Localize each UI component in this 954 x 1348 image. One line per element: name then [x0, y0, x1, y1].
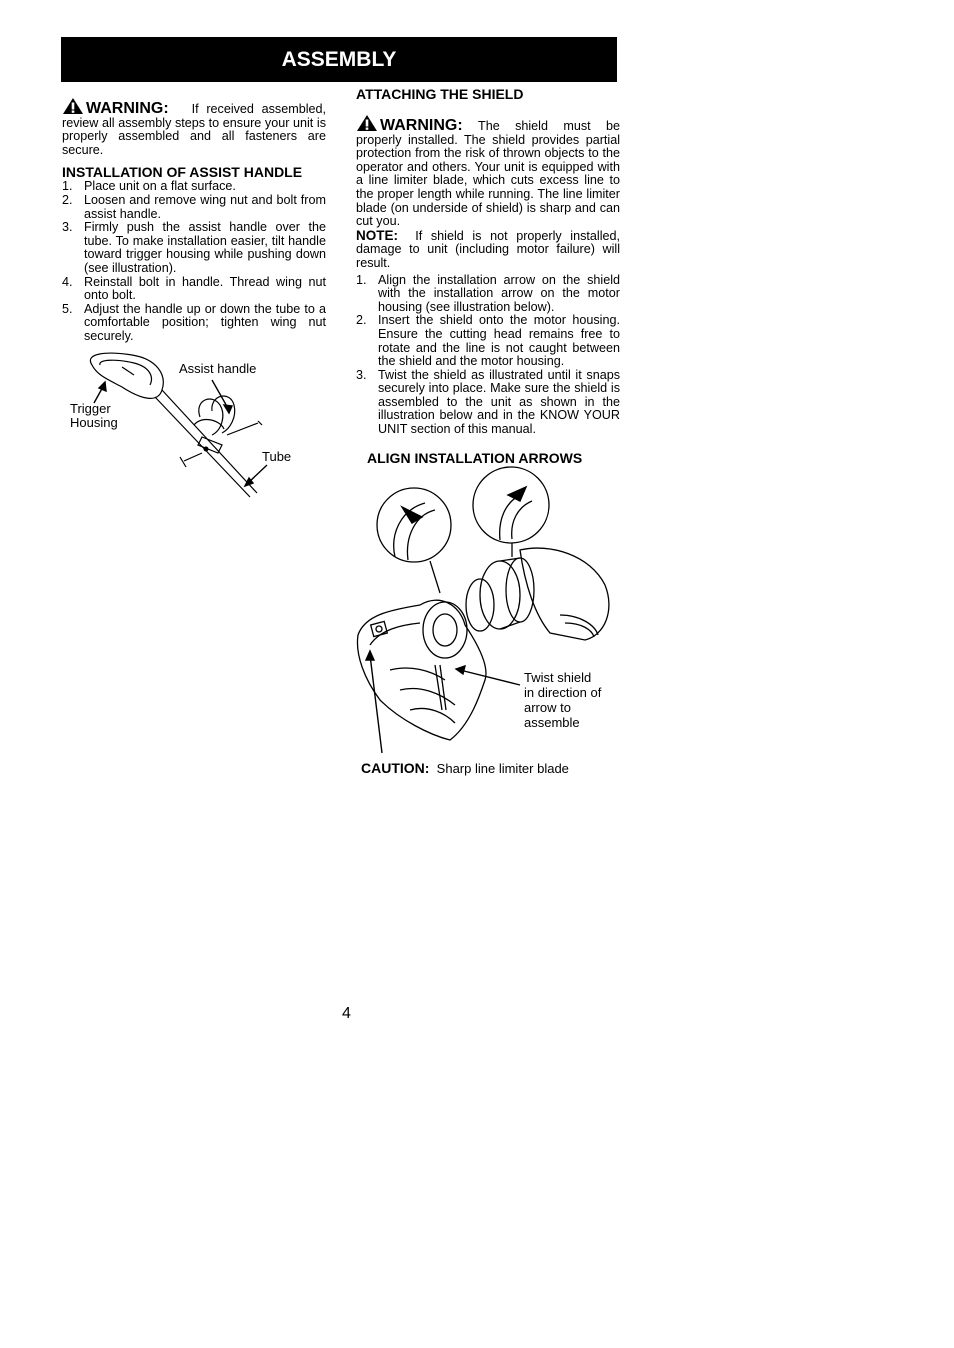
warning-label: WARNING: — [380, 117, 463, 134]
warning-triangle-icon — [356, 114, 378, 132]
caution-text: Sharp line limiter blade — [436, 761, 569, 776]
section-banner — [61, 37, 617, 82]
caution-note — [361, 761, 569, 776]
step-text: Adjust the handle up or down the tube to a comfortable position; tighten wing nut securely. — [84, 301, 326, 343]
right-column — [356, 86, 620, 437]
twist-line: Twist shield — [524, 670, 592, 685]
assembly-warning — [62, 97, 326, 157]
align-arrows-heading: ALIGN INSTALLATION ARROWS — [367, 450, 583, 466]
step-number: 1. — [356, 272, 367, 287]
shield-note — [356, 229, 620, 271]
tube-label: Tube — [262, 449, 292, 464]
step-number: 4. — [62, 274, 73, 289]
assist-handle-heading: INSTALLATION OF ASSIST HANDLE — [62, 164, 303, 181]
attaching-shield-heading: ATTACHING THE SHIELD — [356, 86, 524, 102]
step-text: Align the installation arrow on the shield with the installation arrow on the motor housing (see illustration below). — [378, 272, 620, 314]
twist-line: arrow to — [524, 700, 571, 715]
step-text: Loosen and remove wing nut and bolt from assist handle. — [84, 192, 326, 221]
shield-steps — [356, 274, 620, 437]
twist-line: assemble — [524, 715, 580, 730]
note-text: If shield is not properly installed, damage to unit (including motor failure) will result. — [356, 228, 621, 270]
caution-label: CAUTION: — [361, 760, 430, 776]
warning-label: WARNING: — [86, 100, 169, 117]
twist-line: in direction of — [524, 685, 602, 700]
assist-handle-label: Assist handle — [179, 361, 257, 376]
shield-warning — [356, 114, 620, 229]
list-item — [62, 303, 326, 344]
housing-label: Housing — [70, 415, 118, 430]
step-number: 3. — [62, 220, 73, 235]
list-item — [62, 180, 326, 194]
note-label: NOTE: — [356, 227, 398, 243]
page-title: ASSEMBLY — [281, 47, 397, 71]
warning-triangle-icon — [62, 97, 84, 115]
list-item — [356, 369, 620, 437]
twist-instruction — [524, 670, 601, 730]
list-item — [62, 194, 326, 221]
step-number: 2. — [62, 192, 73, 207]
trigger-label: Trigger — [70, 401, 111, 416]
step-number: 3. — [356, 367, 367, 382]
list-item — [356, 314, 620, 368]
step-number: 2. — [356, 313, 367, 328]
step-text: Place unit on a flat surface. — [84, 179, 236, 194]
assist-handle-steps — [62, 180, 326, 343]
step-number: 1. — [62, 179, 73, 194]
step-text: Firmly push the assist handle over the tube. To make installation easier, tilt handle toward trigger housing while pushing down (see illustration). — [84, 220, 326, 275]
step-number: 5. — [62, 301, 73, 316]
list-item — [356, 274, 620, 315]
step-text: Reinstall bolt in handle. Thread wing nut onto bolt. — [84, 274, 326, 303]
list-item — [62, 221, 326, 275]
warning-text: The shield must be properly installed. The shield provides partial protection from the risk of thrown objects to the operator and others. Your unit is equipped with a line limiter blade, which cuts excess line to the proper length while running. The line limiter blade (on underside of shield) is sharp and can cut you. — [356, 119, 620, 229]
step-text: Insert the shield onto the motor housing. Ensure the cutting head remains free to rotate and the line is not caught between the shield and the motor housing. — [378, 313, 620, 369]
warning-text: If received assembled, review all assembly steps to ensure your unit is properly assembled and all fasteners are secure. — [62, 102, 327, 157]
left-column — [62, 97, 326, 344]
step-text: Twist the shield as illustrated until it snaps securely into place. Make sure the shield is assembled to the unit as shown in the illustration below and in the KNOW YOUR UNIT section of this manual. — [378, 367, 620, 437]
page-number: 4 — [342, 1005, 351, 1022]
list-item — [62, 276, 326, 303]
